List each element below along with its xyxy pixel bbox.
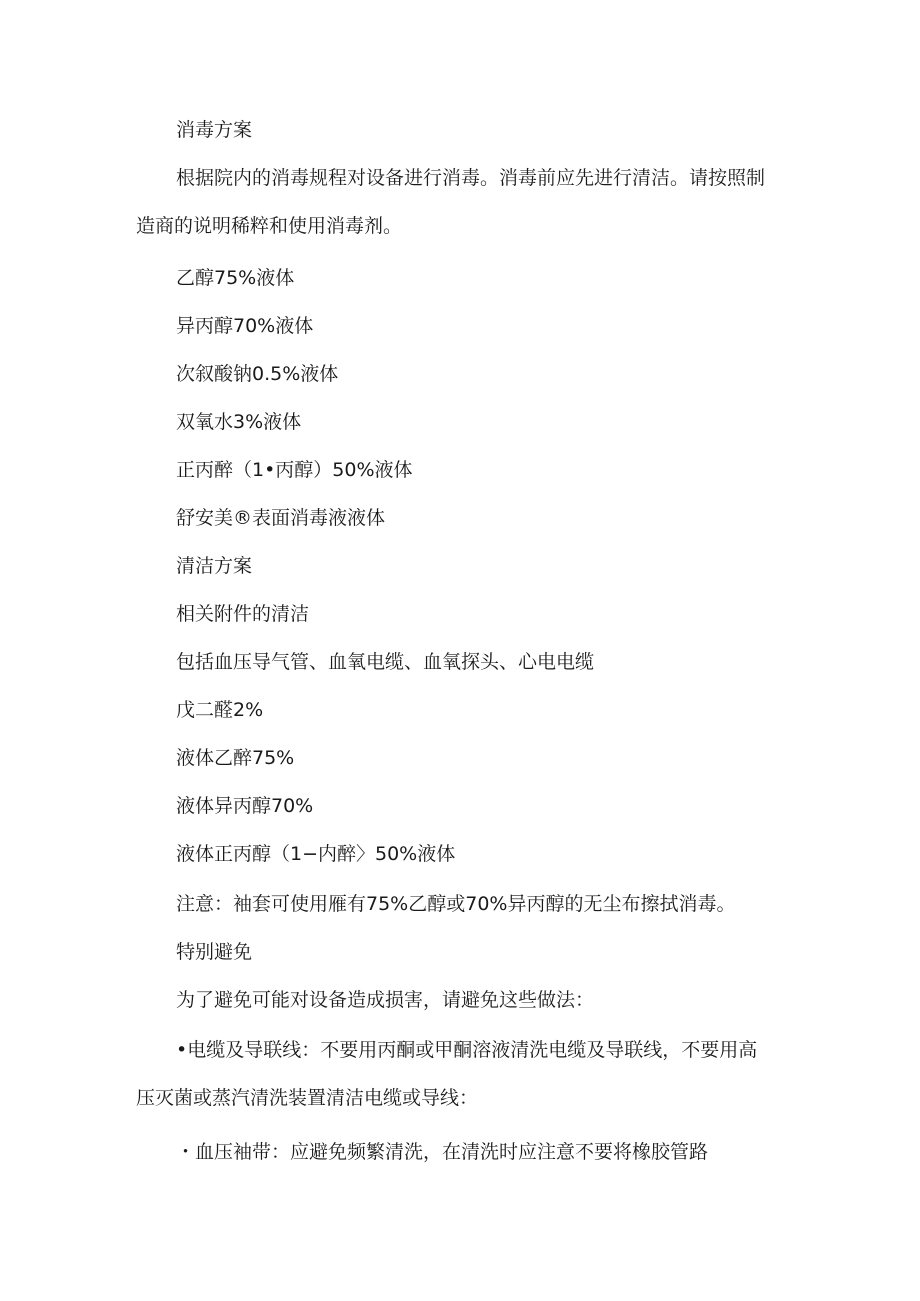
accessories-scope: 包括血压导气管、血氧电缆、血氧探头、心电电缆 — [176, 651, 595, 673]
cleaning-agent-item: 液体异丙醇70% — [176, 795, 314, 817]
cleaning-agent-item: 液体乙醉75% — [176, 747, 295, 769]
cleaning-agent-item: 戊二醛2% — [176, 699, 264, 721]
disinfectant-item: 舒安美®表面消毒液液体 — [176, 507, 386, 529]
heading-avoid: 特别避免 — [176, 941, 253, 963]
intro-paragraph: 根据院内的消毒规程对设备进行消毒。消毒前应先进行清洁。请按照制造商的说明稀粹和使用消毒剂。 — [136, 167, 766, 237]
subheading-accessories: 相关附件的清洁 — [176, 603, 310, 625]
cleaning-agent-item: 液体正丙醇（1−内醉〉50%液体 — [176, 843, 456, 865]
disinfectant-item: 乙醇75%液体 — [176, 267, 295, 289]
disinfectant-item: 正丙醉（1•丙醇）50%液体 — [176, 459, 413, 481]
disinfectant-item: 次叙酸钠0.5%液体 — [176, 363, 339, 385]
cuff-note: 注意：袖套可使用雁有75%乙醇或70%异丙醇的无尘布擦拭消毒。 — [176, 893, 736, 915]
heading-cleaning: 清洁方案 — [176, 555, 253, 577]
heading-disinfection: 消毒方案 — [176, 119, 253, 141]
bullet-cuff: ・血压袖带：应避免频繁清洗，在清洗时应注意不要将橡胶管路 — [176, 1141, 709, 1163]
disinfectant-item: 异丙醇70%液体 — [176, 315, 314, 337]
disinfectant-item: 双氧水3%液体 — [176, 411, 302, 433]
bullet-cables: •电缆及导联线：不要用丙酮或甲酮溶液清洗电缆及导联线，不要用高压灭菌或蒸汽清洗装置清洁电缆或导线： — [136, 1039, 758, 1109]
avoid-intro: 为了避免可能对设备造成损害，请避免这些做法： — [176, 989, 595, 1011]
